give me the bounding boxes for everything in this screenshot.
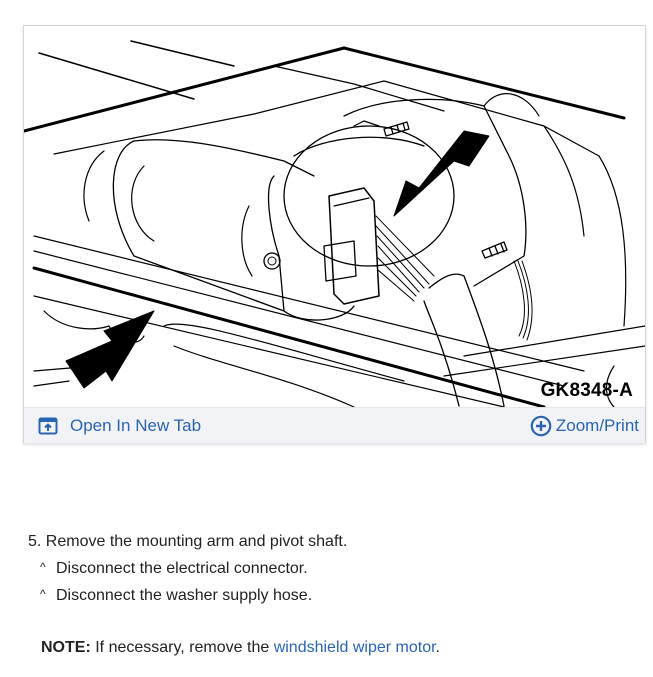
- step-number: 5.: [28, 533, 42, 550]
- substep-text: Disconnect the electrical connector.: [56, 560, 308, 577]
- open-in-new-tab-label: Open In New Tab: [70, 415, 202, 435]
- figure-container: [23, 25, 646, 443]
- note-label: NOTE:: [41, 639, 91, 656]
- zoom-print-label: Zoom/Print: [555, 415, 639, 435]
- procedure-step: [28, 533, 347, 551]
- diagram-label: GK8348-A: [540, 380, 633, 401]
- note: [41, 639, 440, 657]
- caret-bullet-icon: ^: [40, 560, 46, 574]
- step-text: Remove the mounting arm and pivot shaft.: [45, 533, 348, 550]
- zoom-print-button[interactable]: [530, 408, 639, 443]
- substep: [40, 587, 312, 605]
- open-in-new-tab-icon: [38, 417, 58, 435]
- note-suffix: .: [435, 639, 440, 656]
- wiper-motor-diagram: [24, 26, 645, 407]
- plus-circle-icon: [530, 415, 552, 437]
- windshield-wiper-motor-link[interactable]: windshield wiper motor: [273, 639, 436, 656]
- substep-text: Disconnect the washer supply hose.: [56, 587, 313, 604]
- open-in-new-tab-button[interactable]: [38, 408, 201, 443]
- caret-bullet-icon: ^: [40, 587, 46, 601]
- figure-toolbar: [24, 407, 645, 443]
- substep: [40, 560, 308, 578]
- note-text: If necessary, remove the: [95, 639, 270, 656]
